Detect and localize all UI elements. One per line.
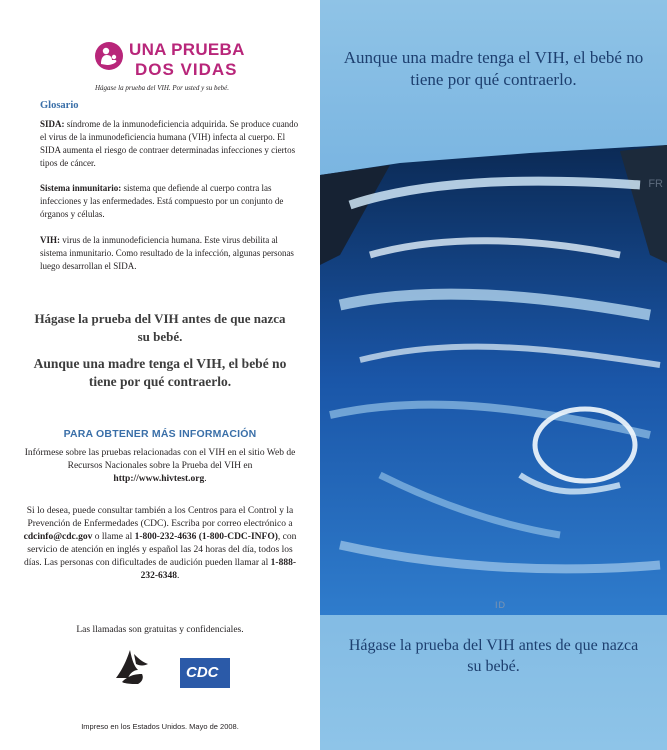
info-text: Si lo desea, puede consultar también a los Centros para el Control y la Prevención de Enfermedades (CDC). Escriba por correo electrónico a [26, 506, 294, 529]
print-footer: Impreso en los Estados Unidos. Mayo de 2008. [81, 722, 239, 731]
logo-tagline: Hágase la prueba del VIH. Por usted y su bebé. [95, 84, 229, 92]
scan-marker-label: ID [495, 600, 506, 610]
info-text: . [204, 474, 207, 484]
glossary-entry-sistema-inmunitario [40, 182, 302, 221]
mother-baby-icon [95, 42, 123, 70]
logo-line-2: DOS VIDAS [135, 60, 238, 79]
glossary-definition: sistema que defiende al cuerpo contra las infecciones y las enfermedades. Está compuesto por un conjunto de órganos y células. [40, 183, 284, 219]
glossary-term: SIDA: [40, 119, 65, 129]
info-calls-free: Las llamadas son gratuitas y confidenciales. [76, 625, 244, 635]
cta-get-tested: Hágase la prueba del VIH antes de que nazca su bebé. [34, 311, 286, 344]
glossary-definition: síndrome de la inmunodeficiencia adquirida. Se produce cuando el virus de la inmunodeficiencia humana (VIH) infecta al cuerpo. El SIDA aumenta el riesgo de contraer determinadas infecciones y ciertos tipos de cáncer. [40, 119, 299, 168]
hivtest-link[interactable]: http://www.hivtest.org [113, 474, 205, 484]
info-text: . [177, 571, 180, 581]
agency-seals [108, 640, 238, 700]
info-paragraph-hivtest [22, 447, 298, 486]
cover-headline: Aunque una madre tenga el VIH, el bebé no tiene por qué contraerlo. [343, 48, 644, 89]
info-paragraph-cdc [22, 505, 298, 583]
logo-line-1: UNA PRUEBA [129, 40, 245, 59]
cover-panel [320, 0, 667, 750]
cdc-logo-text: CDC [186, 664, 219, 681]
glossary-term: VIH: [40, 235, 60, 245]
glossary-definition: virus de la inmunodeficiencia humana. Este virus debilita al sistema inmunitario. Como resultado de la infección, algunas personas luego desarrollan el SIDA. [40, 235, 294, 271]
more-info-title: PARA OBTENER MÁS INFORMACIÓN [63, 428, 257, 440]
campaign-logo [95, 36, 245, 96]
cover-footer-text: Hágase la prueba del VIH antes de que nazca su bebé. [348, 637, 639, 675]
info-text: , con servicio de atención en inglés y español las 24 horas del día, todos los días. Las personas con dificultades de audición pueden llamar al [24, 532, 297, 568]
info-text: Infórmese sobre las pruebas relacionadas con el VIH en el sitio Web de Recursos Nacionales sobre la Prueba del VIH en [24, 448, 296, 471]
hhs-eagle-seal-icon [108, 640, 158, 690]
glossary-entry-vih [40, 234, 302, 273]
glossary-entry-sida [40, 118, 302, 170]
cdc-email-link[interactable]: cdcinfo@cdc.gov [23, 532, 93, 542]
glossary-term: Sistema inmunitario: [40, 183, 122, 193]
ultrasound-painting-image [320, 145, 667, 615]
cdc-logo-icon [180, 658, 230, 688]
left-panel [0, 0, 320, 750]
cta-baby-not-infected: Aunque una madre tenga el VIH, el bebé no tiene por qué contraerlo. [33, 356, 287, 389]
glossary-title: Glosario [40, 100, 79, 111]
scan-corner-label: FR [648, 178, 663, 190]
tty-phone: 1-888-232-6348 [140, 558, 296, 581]
info-text: o llame al [92, 532, 135, 542]
cdc-phone: 1-800-232-4636 (1-800-CDC-INFO) [134, 532, 278, 542]
